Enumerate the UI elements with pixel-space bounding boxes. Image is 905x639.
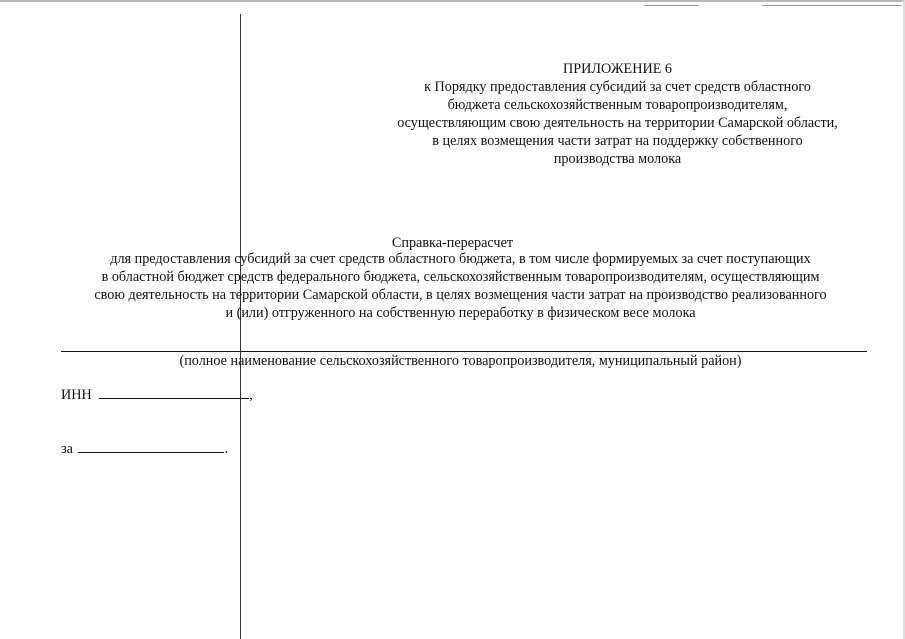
- period-field: [61, 440, 228, 458]
- period-suffix: .: [224, 441, 228, 457]
- inn-suffix: ,: [249, 387, 253, 403]
- scan-mark: [644, 5, 699, 6]
- producer-name-line[interactable]: [61, 351, 867, 352]
- appendix-line: производства молока: [553, 151, 682, 167]
- document-title: Справка-перерасчет: [391, 235, 514, 251]
- inn-field: [61, 386, 253, 404]
- scan-top-edge: [0, 0, 905, 2]
- appendix-block: [360, 60, 875, 168]
- period-label: за: [61, 441, 73, 457]
- appendix-line: осуществляющим свою деятельность на территории Самарской области,: [397, 115, 838, 131]
- subtitle-line: в областной бюджет средств федерального бюджета, сельскохозяйственным товаропроизводителям, осуществляющим: [101, 269, 820, 285]
- subtitle-line: для предоставления субсидий за счет средств областного бюджета, в том числе формируемых за счет поступающих: [110, 251, 811, 267]
- fold-line: [240, 14, 241, 639]
- document-subtitle: [0, 250, 905, 322]
- subtitle-line: и (или) отгруженного на собственную переработку в физическом весе молока: [225, 305, 696, 321]
- scan-mark: [762, 5, 902, 6]
- period-blank[interactable]: [78, 440, 224, 453]
- appendix-line: бюджета сельскохозяйственным товаропроизводителям,: [447, 97, 788, 113]
- appendix-line: в целях возмещения части затрат на поддержку собственного: [432, 133, 803, 149]
- inn-blank[interactable]: [99, 386, 249, 399]
- subtitle-line: свою деятельность на территории Самарской области, в целях возмещения части затрат на производство реализованного: [94, 287, 827, 303]
- inn-label: ИНН: [61, 387, 92, 403]
- producer-name-caption: (полное наименование сельскохозяйственного товаропроизводителя, муниципальный район): [179, 353, 742, 369]
- appendix-heading: ПРИЛОЖЕНИЕ 6: [562, 61, 673, 77]
- appendix-line: к Порядку предоставления субсидий за счет средств областного: [424, 79, 811, 95]
